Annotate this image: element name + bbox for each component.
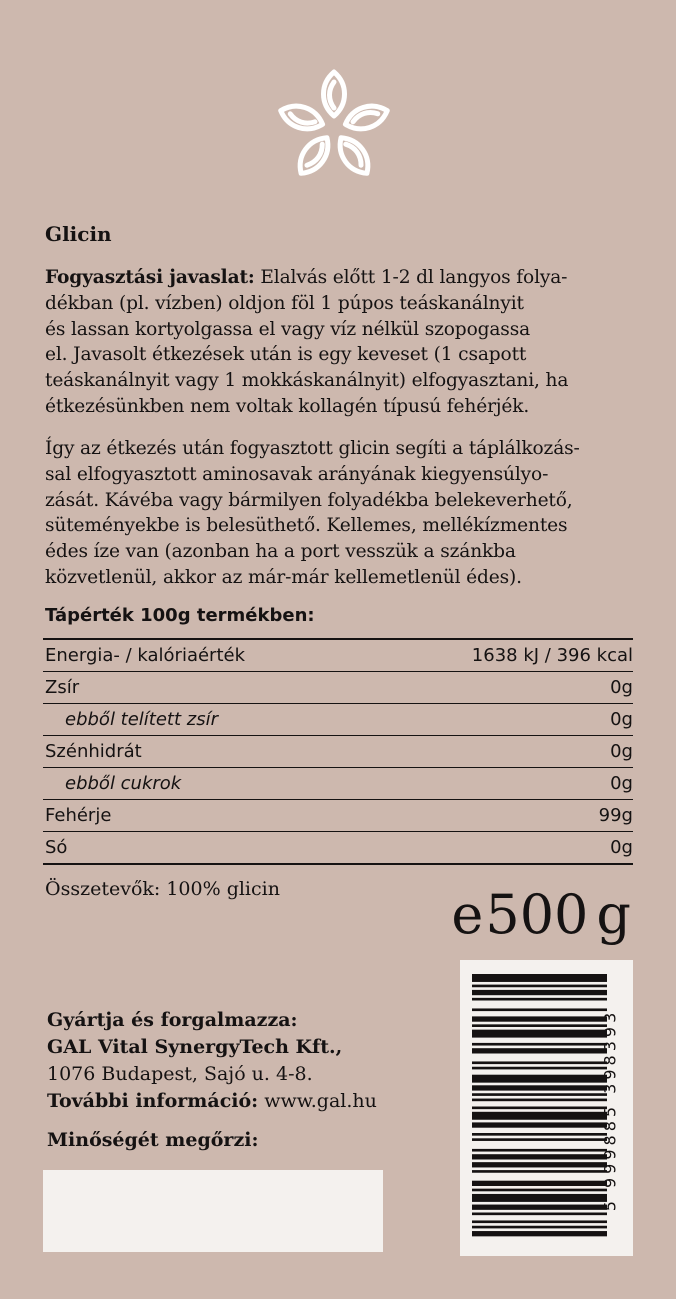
weight-unit: g — [596, 883, 631, 946]
description-paragraph — [45, 436, 645, 591]
barcode-bar — [472, 985, 607, 988]
barcode-bar — [472, 1099, 607, 1102]
description-line: süteményekbe is belesüthető. Kellemes, mellékízmentes — [45, 515, 568, 537]
barcode-bar — [472, 1016, 607, 1021]
nutrient-label: Só — [43, 832, 371, 865]
nutrient-sublabel: ebből telített zsír — [43, 704, 371, 736]
barcode-bar — [472, 1024, 607, 1027]
nutrient-value: 99g — [371, 800, 633, 832]
net-weight — [451, 883, 631, 946]
barcode-bar — [472, 1107, 607, 1110]
barcode-bar — [472, 1061, 607, 1064]
barcode-panel — [460, 960, 633, 1256]
nutrition-title: Tápérték 100g termékben: — [45, 605, 315, 626]
description-line: édes íze van (azonban ha a port vesszük a szánkba — [45, 541, 516, 563]
barcode-bar — [472, 974, 607, 982]
barcode — [472, 974, 607, 1244]
nutrient-label: Zsír — [43, 672, 371, 704]
nutrition-table — [43, 638, 633, 865]
barcode-bar — [472, 1112, 607, 1120]
barcode-bar — [472, 1138, 607, 1141]
barcode-bar — [472, 1008, 607, 1011]
barcode-bar — [472, 1226, 607, 1229]
nutrient-value: 0g — [371, 768, 633, 800]
table-row — [43, 704, 633, 736]
description-line: közvetlenül, akkor az már-már kellemetlenül édes). — [45, 566, 522, 588]
barcode-bar — [472, 1067, 607, 1070]
nutrient-label: Fehérje — [43, 800, 371, 832]
nutrient-value: 0g — [371, 704, 633, 736]
table-row — [43, 800, 633, 832]
usage-label: Fogyasztási javaslat: — [45, 267, 255, 288]
barcode-bar — [472, 1205, 607, 1210]
barcode-bar — [472, 1149, 607, 1152]
table-row — [43, 832, 633, 865]
barcode-bar — [472, 1213, 607, 1216]
nutrient-sublabel: ebből cukrok — [43, 768, 371, 800]
nutrient-value: 1638 kJ / 396 kcal — [371, 639, 633, 672]
usage-line: és lassan kortyolgassa el vagy víz nélkül szopogassa — [45, 318, 531, 340]
best-before-field — [43, 1170, 383, 1252]
usage-line: teáskanálnyit vagy 1 mokkáskanálnyit) elfogyasztani, ha — [45, 370, 569, 392]
company-address: 1076 Budapest, Sajó u. 4-8. — [47, 1063, 313, 1085]
barcode-bar — [472, 1170, 607, 1173]
ingredients-text: Összetevők: 100% glicin — [45, 878, 280, 900]
usage-paragraph — [45, 265, 645, 420]
barcode-bar — [472, 1220, 607, 1223]
barcode-bar — [472, 1154, 607, 1159]
barcode-bar — [472, 998, 607, 1001]
manufacturer-heading: Gyártja és forgalmazza: — [47, 1009, 298, 1031]
usage-line: étkezésünkben nem voltak kollagén típusú fehérjék. — [45, 395, 530, 417]
flower-logo-icon — [272, 64, 396, 188]
barcode-bar — [472, 1231, 607, 1236]
barcode-bar — [472, 1194, 607, 1202]
barcode-bar — [472, 1133, 607, 1136]
manufacturer-block — [47, 1007, 377, 1115]
nutrient-label: Szénhidrát — [43, 736, 371, 768]
table-row — [43, 639, 633, 672]
company-name: GAL Vital SynergyTech Kft., — [47, 1036, 343, 1058]
usage-line: el. Javasolt étkezések után is egy keveset (1 csapott — [45, 344, 527, 366]
barcode-bar — [472, 1162, 607, 1167]
barcode-bar — [472, 1043, 607, 1046]
barcode-bar — [472, 1048, 607, 1053]
description-line: sal elfogyasztott aminosavak arányának kiegyensúlyo- — [45, 463, 549, 485]
barcode-bar — [472, 1189, 607, 1192]
usage-line: dékban (pl. vízben) oldjon föl 1 púpos teáskanálnyit — [45, 292, 524, 314]
info-label: További információ: — [47, 1090, 259, 1112]
website-text: www.gal.hu — [258, 1090, 377, 1112]
barcode-bar — [472, 990, 607, 995]
table-row — [43, 736, 633, 768]
nutrient-value: 0g — [371, 832, 633, 865]
barcode-bar — [472, 1075, 607, 1083]
nutrient-label: Energia- / kalóriaérték — [43, 639, 371, 672]
product-title: Glicin — [45, 222, 112, 246]
estimated-sign: e — [451, 883, 484, 946]
barcode-digits: 5 999885 398393 — [600, 1008, 620, 1212]
weight-amount: 500 — [485, 883, 589, 946]
barcode-bar — [472, 1030, 607, 1038]
barcode-bar — [472, 1085, 607, 1090]
description-line: zását. Kávéba vagy bármilyen folyadékba belekeverhető, — [45, 489, 573, 511]
table-row — [43, 672, 633, 704]
table-row — [43, 768, 633, 800]
barcode-bar — [472, 1093, 607, 1096]
barcode-bar — [472, 1181, 607, 1186]
usage-line: Elalvás előtt 1-2 dl langyos folya- — [254, 267, 568, 288]
nutrient-value: 0g — [371, 736, 633, 768]
nutrient-value: 0g — [371, 672, 633, 704]
best-before-label: Minőségét megőrzi: — [47, 1129, 259, 1151]
barcode-bar — [472, 1122, 607, 1127]
description-line: Így az étkezés után fogyasztott glicin segíti a táplálkozás- — [45, 438, 580, 459]
